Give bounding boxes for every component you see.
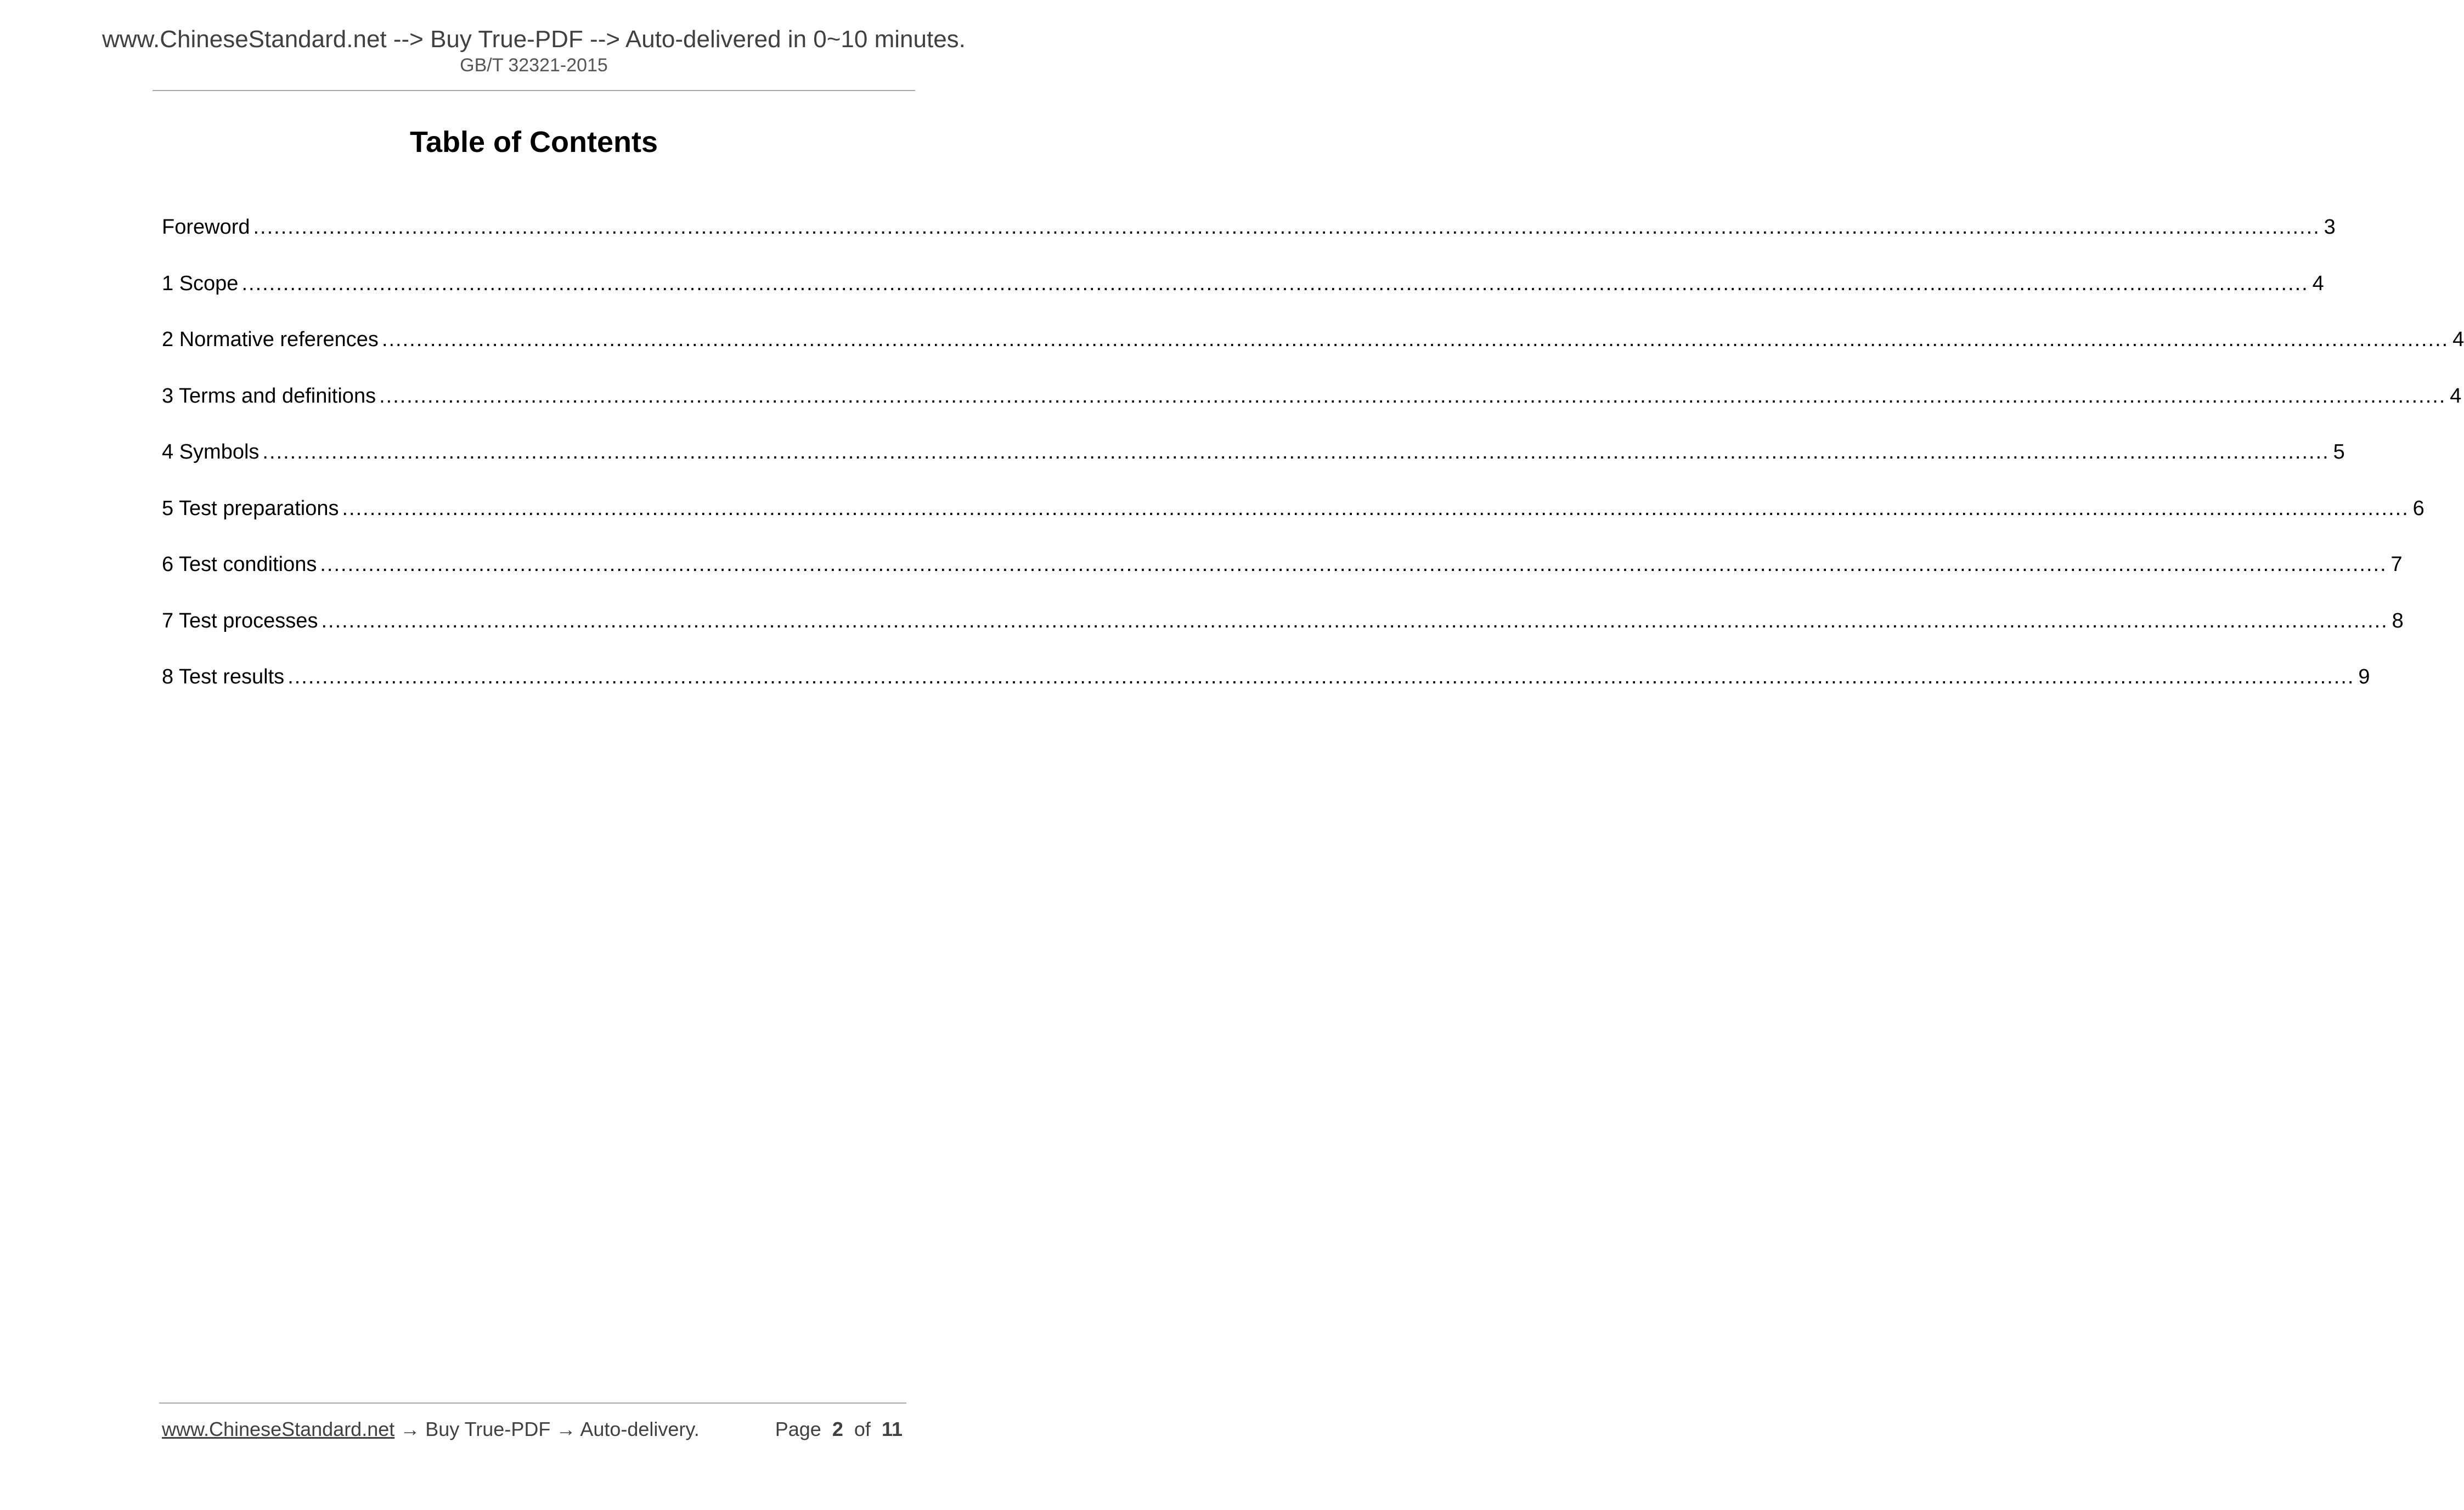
toc-entry-foreword[interactable] — [162, 216, 2336, 272]
toc-entry-label: Foreword — [162, 216, 250, 239]
toc-entry-scope[interactable] — [162, 272, 2324, 329]
toc-entry-page: 6 — [2412, 496, 2424, 520]
document-code: GB/T 32321-2015 — [460, 55, 608, 76]
toc-entry-test-processes[interactable] — [162, 609, 2404, 666]
toc-entry-label: 2 Normative references — [162, 328, 379, 351]
dot-leader: ............................................................................................................................................................................................................................................................................................................ — [262, 440, 2330, 463]
toc-entry-page: 4 — [2452, 328, 2464, 351]
toc-entry-page: 7 — [2390, 553, 2403, 576]
footer-tagline: → Buy True-PDF → Auto-delivery. — [394, 1418, 700, 1440]
toc-entry-page: 3 — [2324, 216, 2336, 239]
toc-entry-page: 4 — [2312, 272, 2324, 295]
dot-leader: ............................................................................................................................................................................................................................................................................................................ — [342, 496, 2409, 520]
toc-entry-terms-and-definitions[interactable] — [162, 384, 2462, 441]
toc-list — [162, 216, 2464, 722]
toc-entry-page: 4 — [2450, 384, 2462, 408]
toc-entry-label: 3 Terms and definitions — [162, 384, 376, 408]
toc-entry-label: 1 Scope — [162, 272, 239, 295]
toc-entry-label: 4 Symbols — [162, 440, 260, 463]
dot-leader: ............................................................................................................................................................................................................................................................................................................ — [287, 665, 2355, 688]
footer-divider — [159, 1402, 906, 1404]
dot-leader: ............................................................................................................................................................................................................................................................................................................ — [381, 328, 2449, 351]
toc-entry-test-results[interactable] — [162, 665, 2370, 722]
toc-entry-page: 5 — [2333, 440, 2345, 463]
toc-entry-normative-references[interactable] — [162, 328, 2464, 384]
site-banner: www.ChineseStandard.net --> Buy True-PDF --> Auto-delivered in 0~10 minutes. — [102, 26, 966, 53]
toc-entry-test-preparations[interactable] — [162, 496, 2424, 553]
dot-leader: ............................................................................................................................................................................................................................................................................................................ — [320, 553, 2387, 576]
toc-entry-page: 8 — [2392, 609, 2404, 632]
toc-entry-label: 5 Test preparations — [162, 496, 339, 520]
toc-entry-label: 8 Test results — [162, 665, 285, 688]
toc-entry-label: 7 Test processes — [162, 609, 318, 632]
current-page-number: 2 — [832, 1418, 843, 1440]
page-footer — [162, 1419, 903, 1439]
of-word: of — [854, 1418, 871, 1440]
toc-entry-test-conditions[interactable] — [162, 553, 2403, 609]
dot-leader: ............................................................................................................................................................................................................................................................................................................ — [379, 384, 2446, 408]
toc-entry-label: 6 Test conditions — [162, 553, 317, 576]
total-pages-number: 11 — [881, 1418, 903, 1440]
dot-leader: ............................................................................................................................................................................................................................................................................................................ — [321, 609, 2388, 632]
dot-leader: ............................................................................................................................................................................................................................................................................................................ — [241, 272, 2309, 295]
page-indicator — [775, 1419, 903, 1439]
toc-title: Table of Contents — [410, 126, 658, 159]
page-word: Page — [775, 1418, 821, 1440]
dot-leader: ............................................................................................................................................................................................................................................................................................................ — [253, 216, 2320, 239]
header-divider — [153, 90, 915, 91]
toc-entry-page: 9 — [2358, 665, 2370, 688]
footer-site-link[interactable]: www.ChineseStandard.net — [162, 1418, 395, 1440]
toc-entry-symbols[interactable] — [162, 440, 2345, 497]
